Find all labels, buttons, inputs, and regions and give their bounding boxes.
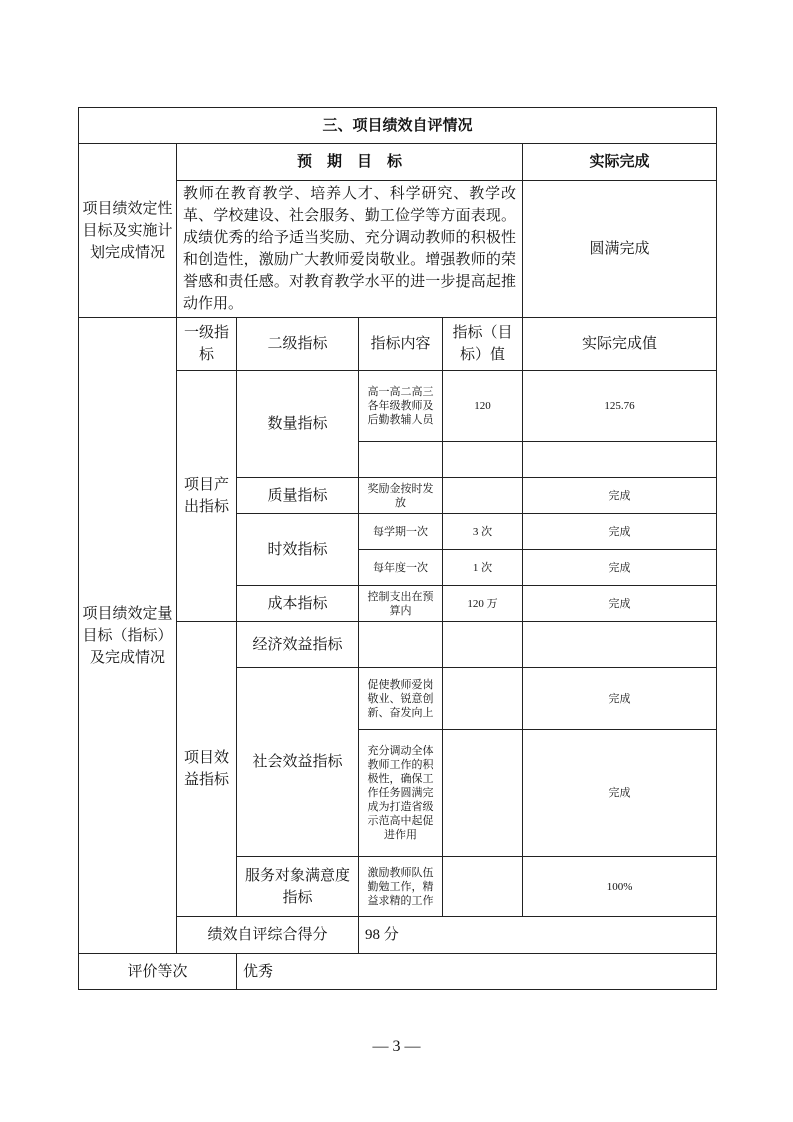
row-actual: 完成 xyxy=(523,730,717,857)
header-level1: 一级指标 xyxy=(177,318,237,371)
row-actual: 100% xyxy=(523,857,717,917)
row-content: 每年度一次 xyxy=(359,550,443,586)
row-target: 3 次 xyxy=(443,514,523,550)
header-level2: 二级指标 xyxy=(237,318,359,371)
section-title: 三、项目绩效自评情况 xyxy=(79,108,717,144)
row-content: 促使教师爱岗敬业、锐意创新、奋发向上 xyxy=(359,668,443,730)
row-content xyxy=(359,442,443,478)
level2-timeliness: 时效指标 xyxy=(237,514,359,586)
row-content: 奖励金按时发放 xyxy=(359,478,443,514)
row-target: 120 xyxy=(443,371,523,442)
level1-output: 项目产出指标 xyxy=(177,371,237,622)
expected-goal-header: 预 期 目 标 xyxy=(177,144,523,181)
row-actual xyxy=(523,622,717,668)
row-target xyxy=(443,668,523,730)
row-target xyxy=(443,442,523,478)
row-target: 120 万 xyxy=(443,586,523,622)
row-content: 激励教师队伍勤勉工作，精益求精的工作 xyxy=(359,857,443,917)
grade-label: 评价等次 xyxy=(79,954,237,990)
header-actual: 实际完成值 xyxy=(523,318,717,371)
performance-table xyxy=(78,107,717,990)
row-target xyxy=(443,622,523,668)
level2-satisfaction: 服务对象满意度指标 xyxy=(237,857,359,917)
level2-quality: 质量指标 xyxy=(237,478,359,514)
row-actual xyxy=(523,442,717,478)
row-content xyxy=(359,622,443,668)
level2-quantity: 数量指标 xyxy=(237,371,359,478)
row-target xyxy=(443,478,523,514)
level2-social: 社会效益指标 xyxy=(237,668,359,857)
row-target: 1 次 xyxy=(443,550,523,586)
score-label: 绩效自评综合得分 xyxy=(177,917,359,954)
level1-benefit: 项目效益指标 xyxy=(177,622,237,917)
expected-goal-text: 教师在教育教学、培养人才、科学研究、教学改革、学校建设、社会服务、勤工俭学等方面表现。成绩优秀的给予适当奖励、充分调动教师的积极性和创造性，激励广大教师爱岗敬业。增强教师的荣誉感和责任感。对教育教学水平的进一步提高起推动作用。 xyxy=(177,181,523,318)
row-actual: 125.76 xyxy=(523,371,717,442)
row-actual: 完成 xyxy=(523,586,717,622)
header-content: 指标内容 xyxy=(359,318,443,371)
page-number: — 3 — xyxy=(372,1038,421,1055)
row-content: 每学期一次 xyxy=(359,514,443,550)
quantitative-label: 项目绩效定量目标（指标）及完成情况 xyxy=(79,318,177,954)
level2-economic: 经济效益指标 xyxy=(237,622,359,668)
qualitative-label: 项目绩效定性目标及实施计划完成情况 xyxy=(79,144,177,318)
actual-completion-header: 实际完成 xyxy=(523,144,717,181)
row-actual: 完成 xyxy=(523,550,717,586)
row-content: 高一高二高三各年级教师及后勤教辅人员 xyxy=(359,371,443,442)
row-actual: 完成 xyxy=(523,668,717,730)
level2-cost: 成本指标 xyxy=(237,586,359,622)
row-content: 控制支出在预算内 xyxy=(359,586,443,622)
grade-value: 优秀 xyxy=(237,954,717,990)
row-target xyxy=(443,730,523,857)
header-target: 指标（目标）值 xyxy=(443,318,523,371)
row-target xyxy=(443,857,523,917)
row-content: 充分调动全体教师工作的积极性，确保工作任务圆满完成为打造省级示范高中起促进作用 xyxy=(359,730,443,857)
score-value: 98 分 xyxy=(359,917,717,954)
row-actual: 完成 xyxy=(523,514,717,550)
row-actual: 完成 xyxy=(523,478,717,514)
actual-completion-text: 圆满完成 xyxy=(523,181,717,318)
